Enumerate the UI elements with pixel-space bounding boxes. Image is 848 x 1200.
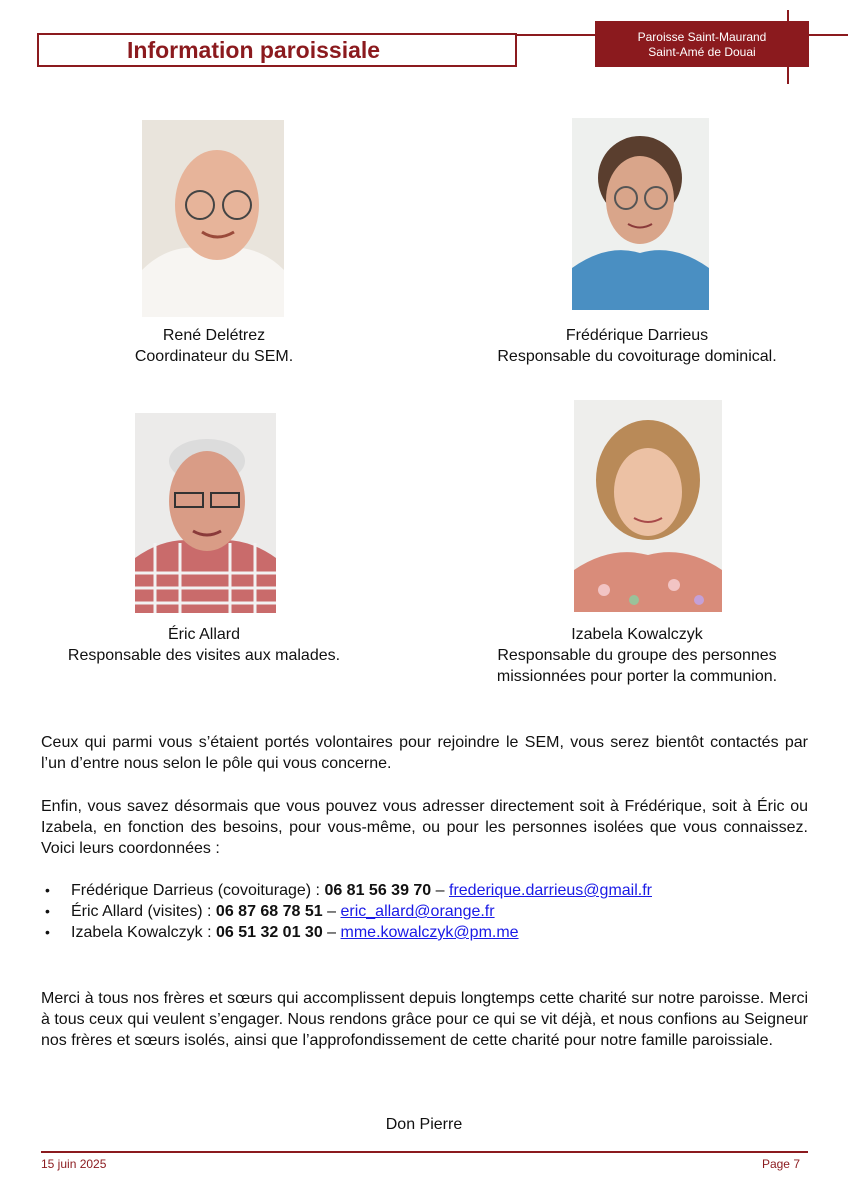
caption-rene-deletrez [60, 325, 368, 367]
contact-label: Frédérique Darrieus (covoiturage) : [71, 882, 325, 899]
caption-frederique-darrieus [456, 325, 818, 367]
person-role: Coordinateur du SEM. [134, 348, 294, 365]
contact-email-link[interactable]: eric_allard@orange.fr [340, 903, 495, 920]
header-vertical-rule [787, 10, 789, 84]
contact-separator: – [431, 882, 449, 899]
photo-eric-allard [135, 413, 276, 613]
contact-item [41, 922, 808, 943]
parish-badge [595, 21, 809, 67]
contact-email-link[interactable]: mme.kowalczyk@pm.me [340, 924, 519, 941]
contact-phone[interactable]: 06 87 68 78 51 [215, 903, 323, 920]
parish-name: Paroisse Saint-Maurand [637, 30, 767, 44]
person-role: Responsable des visites aux malades. [67, 647, 341, 664]
contact-label: Éric Allard (visites) : [71, 903, 216, 920]
page-number: Page 7 [761, 1157, 800, 1171]
photo-frederique-darrieus [572, 118, 709, 310]
contact-item [41, 880, 808, 901]
caption-eric-allard [40, 624, 368, 666]
person-role-line1: Responsable du groupe des personnes [497, 647, 777, 664]
person-name: Éric Allard [167, 626, 241, 643]
paragraph-volunteers: Ceux qui parmi vous s’étaient portés volontaires pour rejoindre le SEM, vous serez bientôt contactés par l’un d’entre nous selon le pôle qui vous concerne. [41, 734, 808, 772]
person-role-line2: missionnées pour porter la communion. [496, 668, 778, 685]
footer-date: 15 juin 2025 [41, 1157, 107, 1171]
contact-label: Izabela Kowalczyk : [71, 924, 216, 941]
parish-subname: Saint-Amé de Douai [648, 45, 756, 59]
contact-separator: – [322, 903, 341, 920]
contact-list [41, 880, 808, 943]
contact-item [41, 901, 808, 922]
person-name: Frédérique Darrieus [565, 327, 709, 344]
person-name: Izabela Kowalczyk [571, 626, 703, 643]
person-name: René Delétrez [162, 327, 266, 344]
paragraph-contacts-intro: Enfin, vous savez désormais que vous pouvez vous adresser directement soit à Frédérique, soit à Éric ou Izabela, en fonction des besoins, pour vous-même, ou pour les personnes isolées que vous connaissez. Voici leurs coordonnées : [41, 798, 808, 857]
person-role: Responsable du covoiturage dominical. [497, 348, 777, 365]
caption-izabela-kowalczyk [456, 624, 818, 687]
photo-rene-deletrez [142, 120, 284, 317]
footer-rule [41, 1151, 808, 1153]
contact-email-link[interactable]: frederique.darrieus@gmail.fr [449, 882, 652, 899]
contact-phone[interactable]: 06 51 32 01 30 [215, 924, 323, 941]
photo-izabela-kowalczyk [574, 400, 722, 612]
signature: Don Pierre [385, 1116, 463, 1133]
contact-separator: – [322, 924, 341, 941]
contact-phone[interactable]: 06 81 56 39 70 [324, 882, 432, 899]
page-title: Information paroissiale [127, 37, 381, 63]
paragraph-thanks: Merci à tous nos frères et sœurs qui accomplissent depuis longtemps cette charité sur notre paroisse. Merci à tous ceux qui veulent s’engager. Nous rendons grâce pour ce qui se vit déjà, et nous confions au Seigneur nos frères et sœurs isolés, ainsi que l’approfondissement de cette charité pour notre famille paroissiale. [41, 990, 808, 1049]
